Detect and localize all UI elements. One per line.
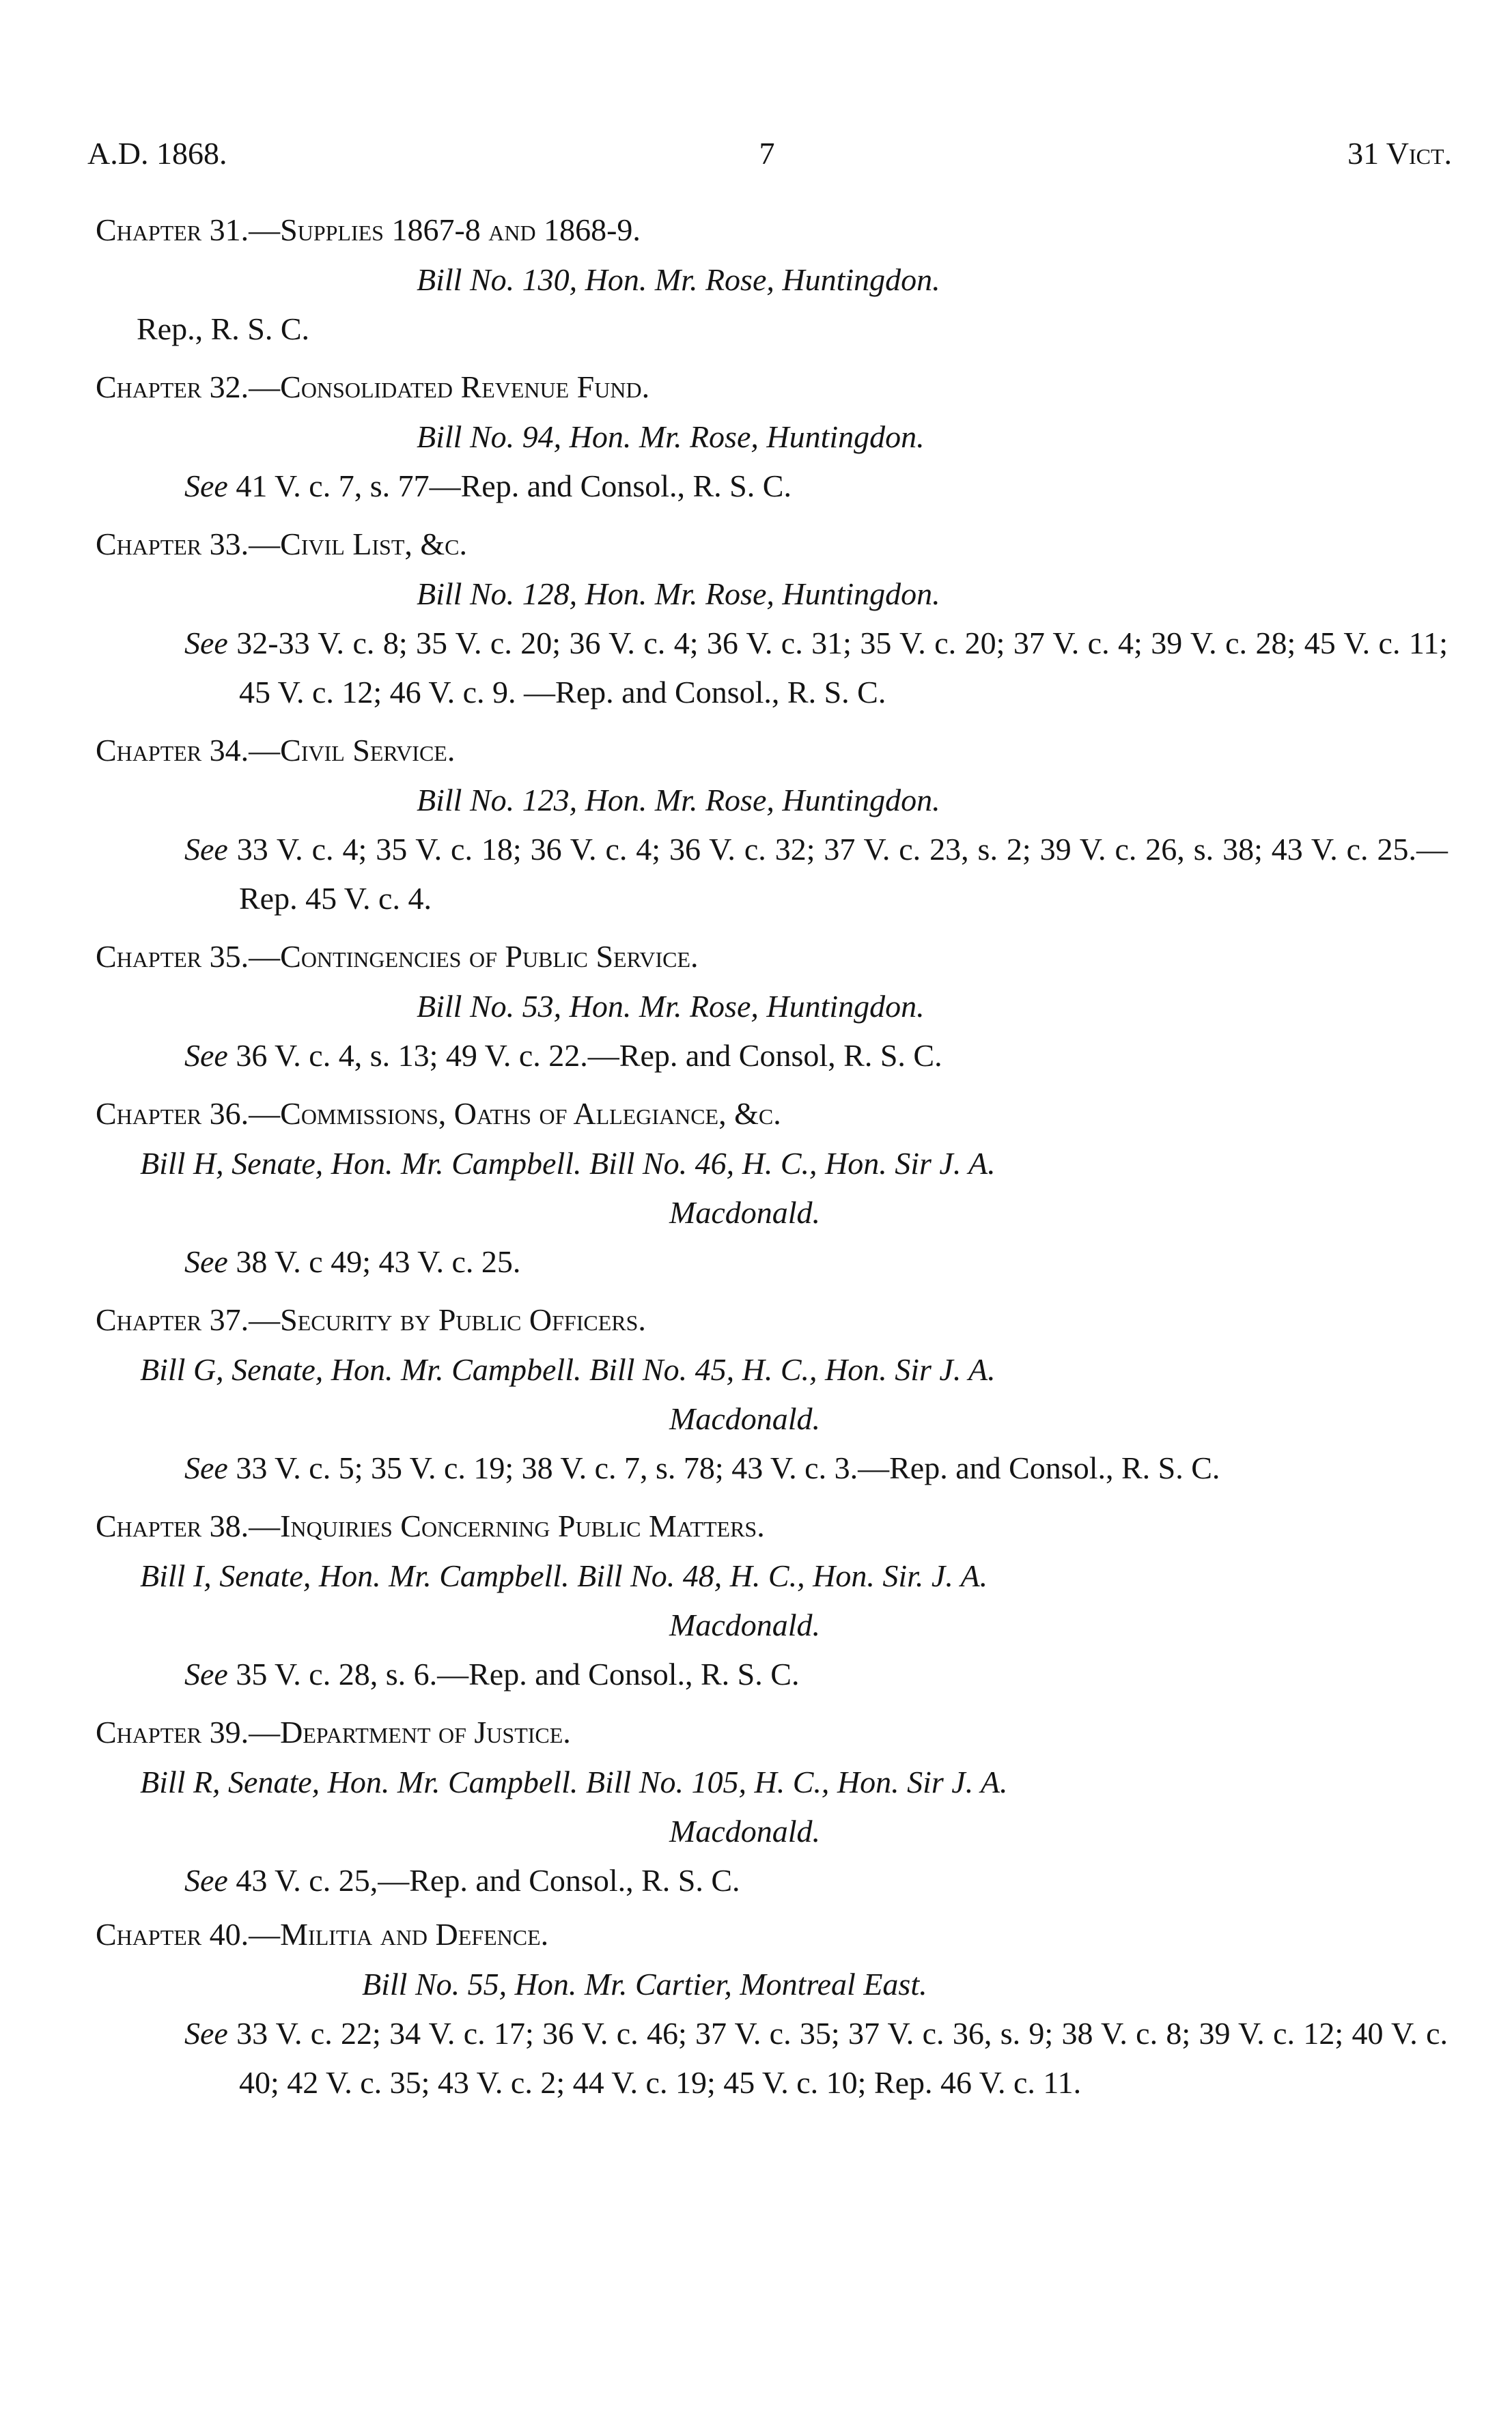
statute-reference: Rep., R. S. C. bbox=[137, 311, 310, 346]
chapter-heading: Chapter 38.—Inquiries Concerning Public Matters. bbox=[96, 1509, 765, 1543]
bill-reference: Bill No. 130, Hon. Mr. Rose, Huntingdon. bbox=[417, 262, 940, 297]
chapter-31 bbox=[96, 205, 1455, 354]
page-header bbox=[87, 130, 1452, 178]
statute-reference: See 43 V. c. 25,—Rep. and Consol., R. S. C. bbox=[184, 1863, 740, 1898]
chapter-36 bbox=[96, 1089, 1455, 1287]
chapter-33 bbox=[96, 519, 1455, 717]
chapter-heading: Chapter 32.—Consolidated Revenue Fund. bbox=[96, 369, 650, 404]
bill-reference: Bill No. 94, Hon. Mr. Rose, Huntingdon. bbox=[417, 419, 925, 454]
bill-reference: Bill I, Senate, Hon. Mr. Campbell. Bill No. 48, H. C., Hon. Sir. J. A. Macdonald. bbox=[140, 1558, 988, 1642]
statute-reference: See 38 V. c 49; 43 V. c. 25. bbox=[184, 1244, 521, 1279]
chapter-32 bbox=[96, 362, 1455, 511]
chapter-heading: Chapter 40.—Militia and Defence. bbox=[96, 1917, 549, 1952]
bill-reference: Bill H, Senate, Hon. Mr. Campbell. Bill No. 46, H. C., Hon. Sir J. A. Macdonald. bbox=[140, 1146, 996, 1230]
chapter-37 bbox=[96, 1295, 1455, 1493]
bill-reference: Bill G, Senate, Hon. Mr. Campbell. Bill No. 45, H. C., Hon. Sir J. A. Macdonald. bbox=[140, 1352, 996, 1436]
statute-reference: See 36 V. c. 4, s. 13; 49 V. c. 22.—Rep. and Consol, R. S. C. bbox=[184, 1038, 942, 1073]
chapter-35 bbox=[96, 931, 1455, 1080]
chapter-39 bbox=[96, 1707, 1455, 1905]
chapter-38 bbox=[96, 1501, 1455, 1699]
statute-reference: See 33 V. c. 22; 34 V. c. 17; 36 V. c. 46; 37 V. c. 35; 37 V. c. 36, s. 9; 38 V. c. 8; 39 V. c. 12; 40 V. c. 40; 42 V. c. 35; 43 V. c. 2; 44 V. c. 19; 45 V. c. 10; Rep. 46 V. c. 11. bbox=[184, 2016, 1448, 2100]
chapter-heading: Chapter 33.—Civil List, &c. bbox=[96, 527, 468, 561]
bill-reference: Bill No. 53, Hon. Mr. Rose, Huntingdon. bbox=[417, 989, 925, 1024]
statute-reference: See 32-33 V. c. 8; 35 V. c. 20; 36 V. c. 4; 36 V. c. 31; 35 V. c. 20; 37 V. c. 4; 39 V. c. 28; 45 V. c. 11; 45 V. c. 12; 46 V. c. 9. —Rep. and Consol., R. S. C. bbox=[184, 626, 1448, 710]
bill-reference: Bill No. 128, Hon. Mr. Rose, Huntingdon. bbox=[417, 576, 940, 611]
bill-reference: Bill No. 55, Hon. Mr. Cartier, Montreal East. bbox=[362, 1967, 927, 2002]
bill-reference: Bill No. 123, Hon. Mr. Rose, Huntingdon. bbox=[417, 783, 940, 817]
chapter-heading: Chapter 31.—Supplies 1867-8 and 1868-9. bbox=[96, 212, 641, 247]
chapter-34 bbox=[96, 725, 1455, 923]
chapter-heading: Chapter 34.—Civil Service. bbox=[96, 733, 456, 768]
chapter-40 bbox=[96, 1909, 1455, 2107]
statute-reference: See 35 V. c. 28, s. 6.—Rep. and Consol., R. S. C. bbox=[184, 1657, 800, 1692]
bill-reference: Bill R, Senate, Hon. Mr. Campbell. Bill No. 105, H. C., Hon. Sir J. A. Macdonald. bbox=[140, 1765, 1008, 1849]
statute-reference: See 41 V. c. 7, s. 77—Rep. and Consol., R. S. C. bbox=[184, 468, 792, 503]
chapter-heading: Chapter 37.—Security by Public Officers. bbox=[96, 1302, 646, 1337]
chapter-heading: Chapter 35.—Contingencies of Public Service. bbox=[96, 939, 699, 974]
chapter-list bbox=[96, 205, 1455, 2107]
page-number: 7 bbox=[759, 136, 775, 171]
statute-reference: See 33 V. c. 4; 35 V. c. 18; 36 V. c. 4; 36 V. c. 32; 37 V. c. 23, s. 2; 39 V. c. 26, s. 38; 43 V. c. 25.—Rep. 45 V. c. 4. bbox=[184, 832, 1448, 916]
chapter-heading: Chapter 36.—Commissions, Oaths of Allegiance, &c. bbox=[96, 1096, 781, 1131]
chapter-heading: Chapter 39.—Department of Justice. bbox=[96, 1715, 571, 1750]
header-year: A.D. 1868. bbox=[87, 136, 227, 171]
header-regnal-year: 31 Vict. bbox=[1347, 136, 1452, 171]
statute-reference: See 33 V. c. 5; 35 V. c. 19; 38 V. c. 7, s. 78; 43 V. c. 3.—Rep. and Consol., R. S. C. bbox=[184, 1450, 1220, 1485]
